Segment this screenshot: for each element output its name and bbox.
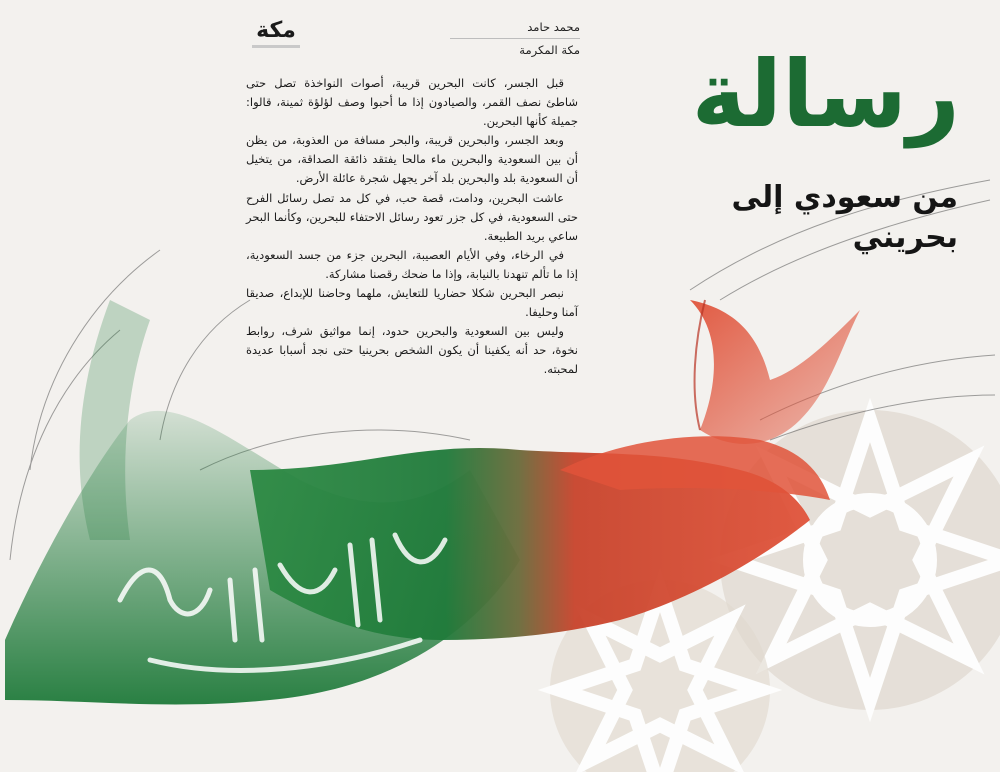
magazine-logo bbox=[246, 20, 306, 52]
article-paragraph: وبعد الجسر، والبحرين قريبة، والبحر مسافة من العذوبة، من يظن أن بين السعودية والبحرين ماء مالحا يفتقد ذائقة الصداقة، من يتخيل أن السعودية بلد والبحرين بلد آخر يجهل شجرة عائلة الأرض. bbox=[246, 133, 578, 186]
article-paragraph: وليس بين السعودية والبحرين حدود، إنما مواثيق شرف، روابط نخوة، حد أنه يكفينا أن يكون الشخص بحرينيا حتى نجد أسبابا عديدة لمحبته. bbox=[246, 324, 578, 377]
byline bbox=[450, 16, 580, 61]
logo-text: مكة bbox=[256, 18, 296, 43]
article-subtitle: من سعودي إلى بحريني bbox=[731, 180, 958, 255]
article-title: رسالة bbox=[691, 41, 960, 148]
author-name: محمد حامد bbox=[527, 20, 580, 34]
author-location: مكة المكرمة bbox=[519, 43, 580, 57]
article-paragraph: عاشت البحرين، ودامت، قصة حب، في كل مد تصل رسائل الفرح حتى السعودية، في كل جزر تعود رسائل الاحتفاء للبحرين، وكأنما البحر ساعي بريد الطبيعة. bbox=[246, 190, 578, 243]
article-body bbox=[246, 74, 578, 380]
article-paragraph: في الرخاء، وفي الأيام العصيبة، البحرين جزء من جسد السعودية، إذا ما تألم تنهدنا بالنيابة، وإذا ما ضحك رقصنا مشاركة. bbox=[246, 247, 578, 281]
logo-underline bbox=[252, 45, 300, 48]
article-paragraph: نبصر البحرين شكلا حضاريا للتعايش، ملهما وحاضنا للإبداع، صديقا آمنا وحليفا. bbox=[246, 286, 578, 320]
article-paragraph: قبل الجسر، كانت البحرين قريبة، أصوات النواخذة تصل حتى شاطئ نصف القمر، والصيادون إذا ما أحبوا وصف لؤلؤة ثمينة، قالوا: جميلة كأنها البحرين. bbox=[246, 76, 578, 129]
